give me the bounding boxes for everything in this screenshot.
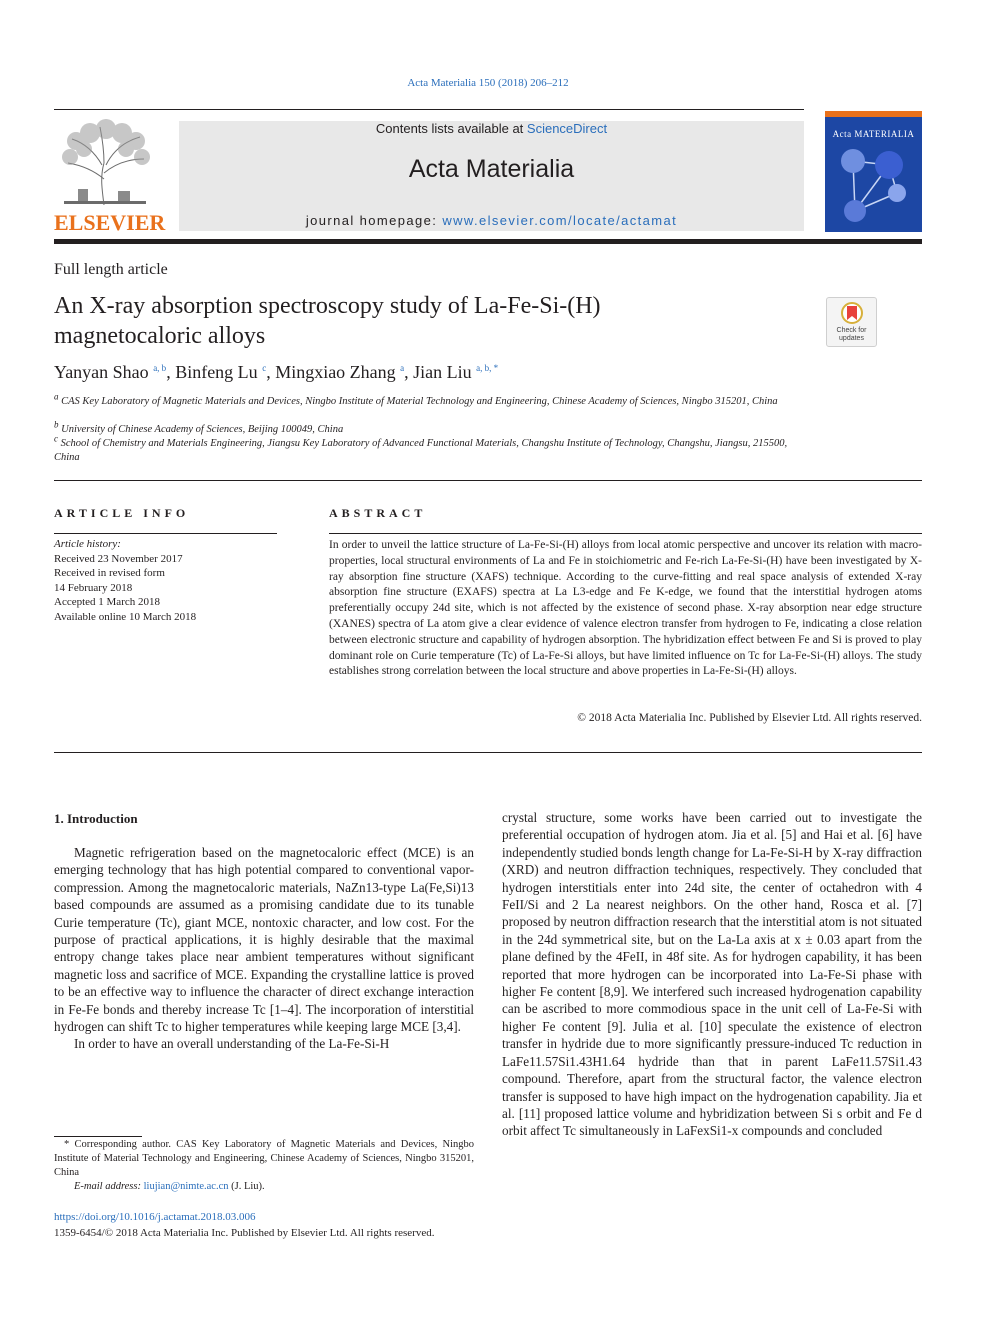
body-paragraph: Magnetic refrigeration based on the magnetocaloric effect (MCE) is an emerging technology that has high potential compared to conventional vapor-compression. Among the magnetocaloric materials, NaZn13-type La(Fe,Si)13 based compounds are assumed as a promising candidate due to its tunable Curie temperature (Tc), giant MCE, nontoxic character, and low cost. For the purpose of practical applications, it is highly desirable that the maximal entropy change takes place near ambient temperatures without significant magnetic loss and sacrifice of MCE. Expanding the crystalline lattice is proved to be an effective way to influence the character of direct exchange interaction in Fe-Fe bonds and thereby increase Tc [1–4]. The incorporation of interstitial hydrogen can shift Tc to higher temperatures while keeping large MCE [3,4]. — [54, 845, 474, 1035]
homepage-link[interactable]: www.elsevier.com/locate/actamat — [442, 213, 678, 228]
history-item: Accepted 1 March 2018 — [54, 596, 160, 608]
affiliation-text: CAS Key Laboratory of Magnetic Materials and Devices, Ningbo Institute of Material Technology and Engineering, Chinese Academy of Sciences, Ningbo 315201, China — [61, 396, 778, 407]
affiliation — [54, 391, 814, 409]
cover-stripe — [825, 111, 922, 117]
author-affil-mark[interactable]: a, b, * — [476, 363, 499, 373]
history-item: Received 23 November 2017 — [54, 552, 183, 565]
affiliation-text: School of Chemistry and Materials Engineering, Jiangsu Key Laboratory of Advanced Functional Materials, Changshu Institute of Technology, Changshu, Jiangsu, 215500, China — [54, 438, 788, 463]
journal-homepage — [179, 213, 804, 228]
article-title: An X-ray absorption spectroscopy study of La-Fe-Si-(H) magnetocaloric alloys — [54, 293, 601, 349]
email-label: E-mail address: — [74, 1181, 144, 1192]
affiliation-text: University of Chinese Academy of Sciences, Beijing 100049, China — [61, 424, 344, 435]
crossmark-label: Check for updates — [836, 327, 867, 342]
history-item: 14 February 2018 — [54, 581, 133, 594]
abstract-copyright: © 2018 Acta Materialia Inc. Published by Elsevier Ltd. All rights reserved. — [577, 712, 922, 724]
masthead-thick-rule — [54, 239, 922, 244]
abstract-rule — [329, 533, 922, 534]
author-affil-mark[interactable]: a, b — [153, 363, 167, 373]
issn-line: 1359-6454/© 2018 Acta Materialia Inc. Published by Elsevier Ltd. All rights reserved. — [54, 1227, 435, 1239]
article-history — [54, 537, 196, 624]
check-for-updates-badge[interactable] — [826, 297, 877, 347]
author-name: Jian Liu — [413, 362, 472, 382]
masthead-rule — [54, 109, 804, 110]
section-heading-introduction: 1. Introduction — [54, 811, 138, 826]
body-column-right — [502, 809, 922, 1140]
author-affil-mark[interactable]: a — [400, 363, 405, 373]
body-paragraph: In order to have an overall understanding of the La-Fe-Si-H — [74, 1036, 390, 1052]
journal-title: Acta Materialia — [408, 155, 575, 183]
article-type: Full length article — [54, 261, 168, 278]
corresponding-author-footnote — [54, 1138, 474, 1194]
body-paragraph: crystal structure, some works have been carried out to investigate the preferential occupation of hydrogen atom. Jia et al. [5] and Hai et al. [6] have independently studied bonds length change for La-Fe-Si-H by X-ray diffraction (XRD) and neutron diffraction techniques, respectively. They concluded that hydrogen interstitials enter into 24d site, the center of octahedron with 4 FeII/Si and 2 La nearest neighbors. On the other hand, Rosca et al. [7] proposed by neutron diffraction research that the interstitial atom is not situated in the 24d symmetrical site, but on the La-La axis at x ± 0.03 apart from the plane defined by the 4FeII, in 48f site. As for hydrogen capability, it has been reported that more hydrogen can be incorporated into La-Fe-Si phase with higher Fe content [8,9]. We interfered such increased hydrogenation capability can be ascribed to more commodious space in the unit cell of La-Fe-Si with higher Fe content [9]. Julia et al. [10] speculate the existence of electron transfer in hydride due to more significantly pressure-induced Tc reduction in LaFe11.57Si1.43H1.64 hydride than that in parent LaFe11.57Si1.43 compound. Therefore, apart from the structural factor, the valence electron transfer is supposed to have high impact on the hydrogenation capability. Jia et al. [11] proposed lattice volume and hybridization between Si s orbit and Fe d orbit affect Tc simultaneously in LaFexSi1-x compounds and concluded — [502, 810, 922, 1139]
author-name: Binfeng Lu — [175, 362, 258, 382]
history-label: Article history: — [54, 538, 121, 550]
affiliation-mark: a — [54, 391, 59, 402]
contents-line — [179, 121, 804, 136]
body-column-left — [54, 844, 474, 1053]
abstract-bottom-rule — [54, 752, 922, 753]
author-name: Mingxiao Zhang — [275, 362, 396, 382]
crossmark-icon — [841, 302, 863, 326]
article-info-heading: ARTICLE INFO — [54, 506, 190, 520]
journal-citation[interactable]: Acta Materialia 150 (2018) 206–212 — [407, 77, 569, 89]
email-link[interactable]: liujian@nimte.ac.cn — [143, 1181, 229, 1192]
affiliation-mark: b — [54, 419, 59, 430]
email-suffix: (J. Liu). — [228, 1181, 265, 1192]
author-affil-mark[interactable]: c — [262, 363, 267, 373]
elsevier-wordmark: ELSEVIER — [54, 210, 166, 235]
affiliation — [54, 433, 814, 465]
article-info-rule — [54, 533, 277, 534]
sciencedirect-link[interactable]: ScienceDirect — [526, 121, 608, 136]
info-top-rule — [54, 480, 922, 481]
affiliation — [54, 419, 814, 437]
elsevier-logo[interactable] — [54, 119, 166, 235]
footnote-email-line — [54, 1180, 474, 1194]
homepage-prefix: journal homepage: — [305, 213, 443, 228]
doi-link[interactable]: https://doi.org/10.1016/j.actamat.2018.03.006 — [54, 1211, 256, 1223]
abstract-heading: ABSTRACT — [329, 506, 427, 520]
author-name: Yanyan Shao — [54, 362, 149, 382]
history-item: Received in revised form — [54, 567, 165, 579]
cover-title: Acta MATERIALIA — [832, 129, 915, 139]
contents-prefix: Contents lists available at — [375, 121, 527, 136]
affiliation-mark: c — [54, 433, 58, 444]
author-list: Yanyan Shao $^{a, b}$, Binfeng Lu $^c$, Mingxiao Zhang $^a$, Jian Liu $^{a, b, *}$ — [54, 362, 499, 382]
abstract-text: In order to unveil the lattice structure of La-Fe-Si-(H) alloys from local atomic perspective and uncover its relation with macro-properties, local structural environments of La and Fe in stoichiometric and Fe-rich La-Fe-Si-(H) have been investigated by X-ray absorption fine structure (XAFS) technique. According to the curve-fitting and real space analysis of extended X-ray absorption fine structure (EXAFS) spectra at La L3-edge and Fe K-edge, we found that the interstitial hydrogen atoms preferentially occupy 24d site, which is not affected by the existence of second phase. X-ray absorption near edge structure (XANES) spectra of La atom give a clear evidence of valence electron transfer from hydrogen to Fe, indicating a close relation between electronic structure and capability of hydrogen absorption. The hybridization effect between Fe and Si is proved to play dominant role on Curie temperature (Tc) of La-Fe-Si alloys, but have limited influence on Tc for La-Fe-Si-(H) alloys. The study establishes strong correlation between the local structure and above properties in La-Fe-Si-(H) alloys. — [329, 539, 922, 678]
footnote-text: * Corresponding author. CAS Key Laboratory of Magnetic Materials and Devices, Ningbo Institute of Material Technology and Engineering, Chinese Academy of Sciences, Ningbo 315201, China — [54, 1139, 474, 1178]
cover-network-icon — [825, 143, 922, 231]
history-item: Available online 10 March 2018 — [54, 610, 197, 623]
journal-cover[interactable] — [825, 111, 922, 232]
footnote-rule — [54, 1136, 142, 1137]
